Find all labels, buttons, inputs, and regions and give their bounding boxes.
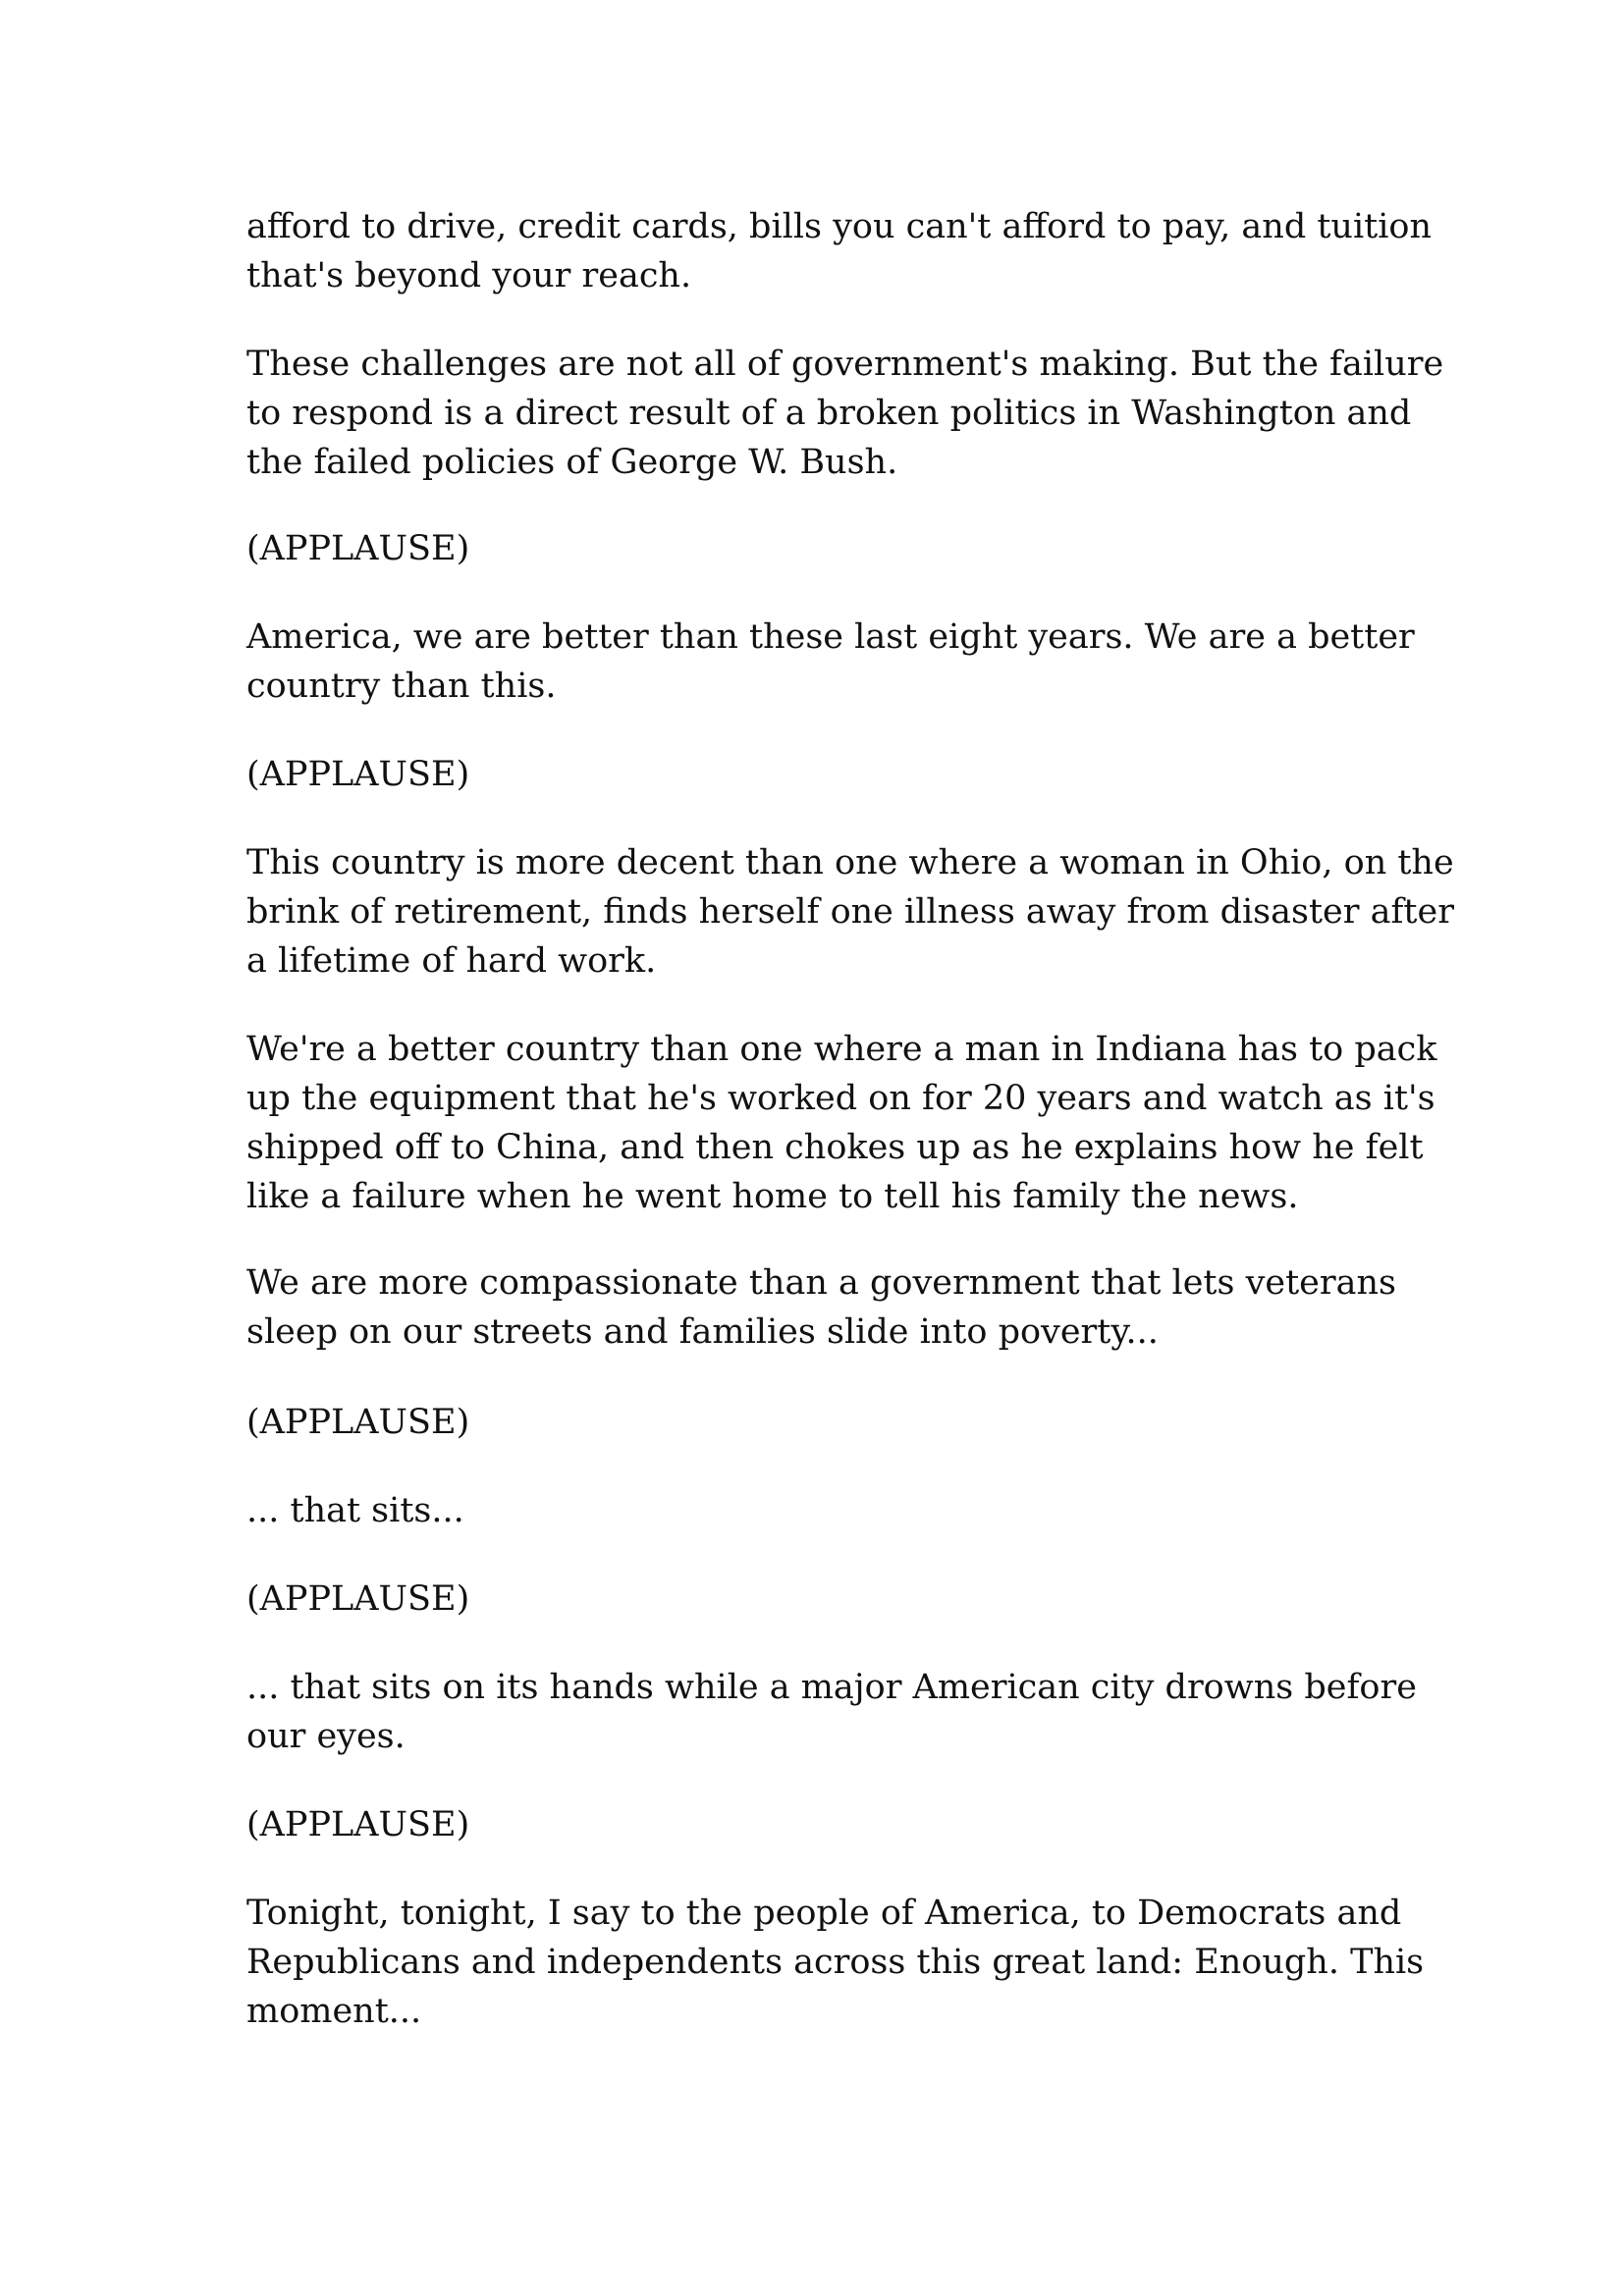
paragraph-that-sits: [246, 1486, 1395, 1535]
text-line: Tonight, tonight, I say to the people of America, to Democrats and: [246, 1894, 1402, 1933]
applause-note: [246, 524, 1395, 573]
applause-note: [246, 1398, 1395, 1447]
paragraph-tuition: [246, 202, 1433, 300]
paragraph-veterans: [246, 1258, 1395, 1357]
text-line: like a failure when he went home to tell his family the news.: [246, 1177, 1299, 1216]
text-line: sleep on our streets and families slide into poverty...: [246, 1312, 1159, 1352]
text-line: country than this.: [246, 667, 557, 706]
text-line: These challenges are not all of government's making. But the failure: [246, 345, 1444, 384]
paragraph-indiana: [246, 1025, 1437, 1221]
text-line: We're a better country than one where a man in Indiana has to pack: [246, 1030, 1437, 1069]
text-line: to respond is a direct result of a broken politics in Washington and: [246, 394, 1412, 433]
text-line: a lifetime of hard work.: [246, 941, 657, 981]
text-line: We are more compassionate than a government that lets veterans: [246, 1263, 1396, 1303]
applause-note: [246, 750, 1395, 799]
paragraph-ohio: [246, 838, 1454, 986]
text-line: that's beyond your reach.: [246, 256, 692, 295]
text-line: America, we are better than these last eight years. We are a better: [246, 617, 1415, 657]
paragraph-better-than: [246, 613, 1415, 711]
text-line: our eyes.: [246, 1717, 406, 1756]
text-line: (APPLAUSE): [246, 1579, 470, 1619]
paragraph-tonight: [246, 1889, 1425, 2036]
text-line: ... that sits on its hands while a major American city drowns before: [246, 1668, 1417, 1707]
text-line: Republicans and independents across this great land: Enough. This: [246, 1943, 1425, 1982]
text-line: moment...: [246, 1992, 422, 2031]
paragraph-city-drowns: [246, 1663, 1417, 1761]
text-line: ... that sits...: [246, 1491, 464, 1530]
text-line: shipped off to China, and then chokes up as he explains how he felt: [246, 1128, 1424, 1167]
text-line: (APPLAUSE): [246, 1805, 470, 1844]
applause-note: [246, 1800, 1395, 1849]
text-line: up the equipment that he's worked on for 20 years and watch as it's: [246, 1079, 1435, 1118]
text-line: This country is more decent than one where a woman in Ohio, on the: [246, 843, 1454, 882]
text-line: brink of retirement, finds herself one illness away from disaster after: [246, 892, 1454, 932]
text-line: (APPLAUSE): [246, 1403, 470, 1442]
applause-note: [246, 1575, 1395, 1624]
text-line: (APPLAUSE): [246, 755, 470, 794]
text-line: (APPLAUSE): [246, 529, 470, 568]
text-line: afford to drive, credit cards, bills you can't afford to pay, and tuition: [246, 207, 1433, 246]
text-line: the failed policies of George W. Bush.: [246, 443, 898, 482]
paragraph-challenges: [246, 340, 1444, 487]
